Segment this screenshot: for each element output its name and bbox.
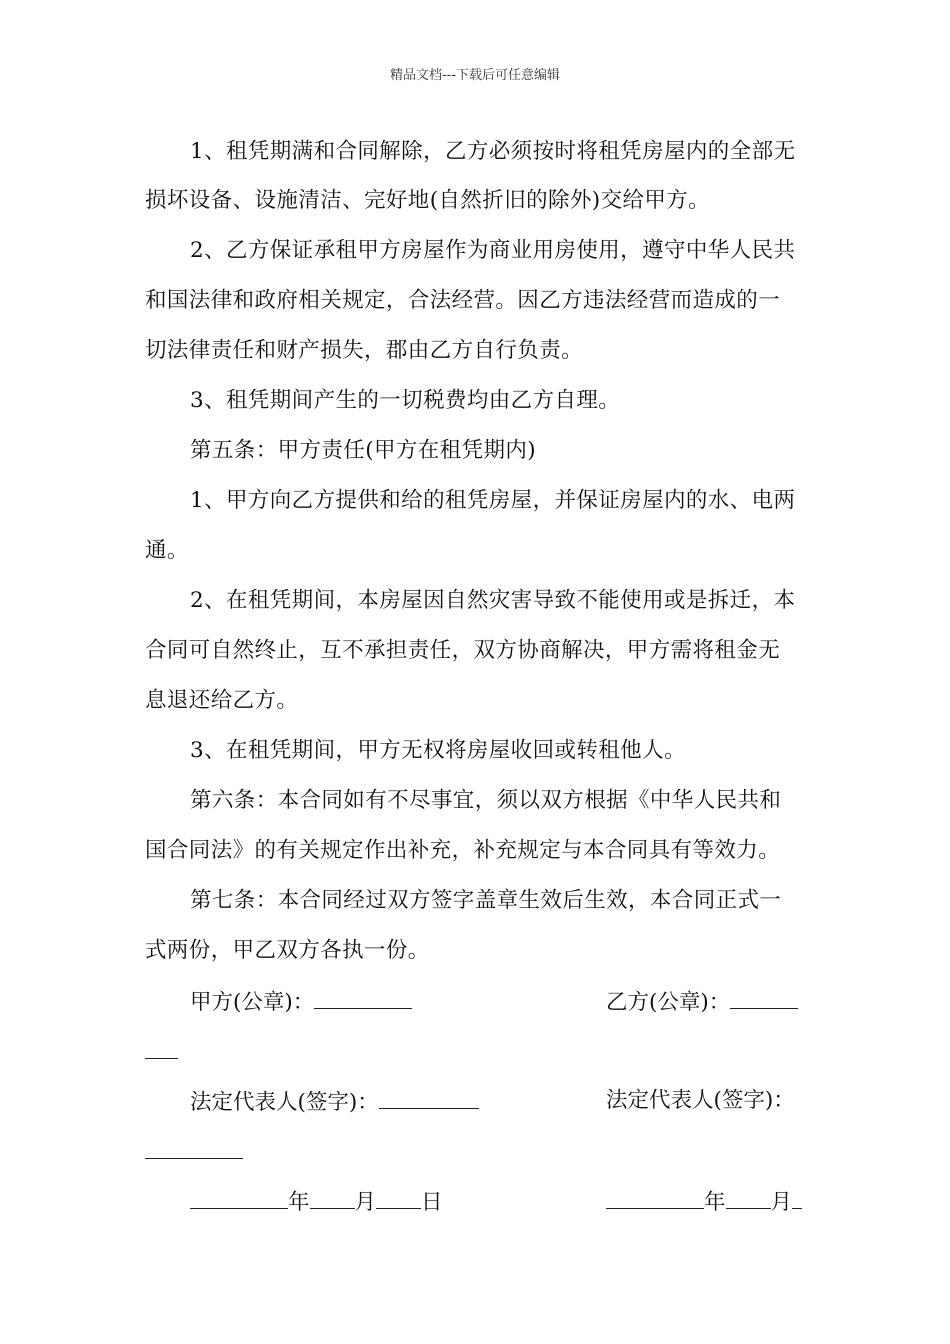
party-b-seal-blank — [730, 986, 798, 1009]
paragraph-line: 合同可自然终止，互不承担责任，双方协商解决，甲方需将租金无 — [145, 638, 781, 663]
year-blank — [606, 1186, 704, 1209]
paragraph-line: 2、在租凭期间，本房屋因自然灾害导致不能使用或是拆迁，本 — [190, 588, 796, 613]
paragraph-line: 通。 — [145, 538, 189, 563]
party-a-seal-label: 甲方(公章)： — [190, 990, 315, 1015]
paragraph-line: 第六条：本合同如有不尽事宜，须以双方根据《中华人民共和 — [190, 788, 782, 813]
day-blank — [792, 1186, 802, 1209]
party-a-seal-blank — [314, 986, 412, 1009]
paragraph-line: 和国法律和政府相关规定，合法经营。因乙方违法经营而造成的一 — [145, 288, 781, 313]
paragraph-line: 第七条：本合同经过双方签字盖章生效后生效，本合同正式一 — [190, 888, 782, 913]
party-b-date-field — [606, 1186, 802, 1218]
paragraph-line: 损坏设备、设施清洁、完好地(自然折旧的除外)交给甲方。 — [145, 188, 711, 213]
year-label: 年 — [288, 1190, 310, 1215]
party-a-date-field — [190, 1186, 443, 1218]
section-heading: 第五条：甲方责任(甲方在租凭期内) — [190, 438, 537, 463]
paragraph-line: 式两份，甲乙双方各执一份。 — [145, 938, 430, 963]
paragraph-line: 3、租凭期间产生的一切税费均由乙方自理。 — [190, 388, 621, 413]
day-label: 日 — [421, 1190, 443, 1215]
paragraph-line: 息退还给乙方。 — [145, 688, 299, 713]
blank-line — [145, 1136, 243, 1159]
blank-line — [145, 1036, 178, 1059]
month-label: 月 — [770, 1190, 793, 1215]
party-a-rep-blank — [379, 1086, 479, 1109]
party-b-rep-field — [606, 1086, 795, 1116]
party-a-rep-field — [190, 1086, 479, 1118]
party-b-rep-label: 法定代表人(签字)： — [606, 1088, 795, 1113]
party-b-rep-blank-continued — [145, 1136, 243, 1168]
paragraph-line: 1、甲方向乙方提供和给的租凭房屋，并保证房屋内的水、电两 — [190, 488, 796, 513]
page-header: 精品文档---下载后可任意编辑 — [389, 68, 561, 83]
party-b-seal-field — [606, 986, 798, 1018]
year-blank — [190, 1186, 288, 1209]
month-blank — [310, 1186, 355, 1209]
month-label: 月 — [354, 1190, 377, 1215]
party-b-seal-label: 乙方(公章)： — [606, 990, 731, 1015]
year-label: 年 — [704, 1190, 726, 1215]
day-blank — [376, 1186, 421, 1209]
month-blank — [726, 1186, 771, 1209]
party-b-seal-blank-continued — [145, 1036, 178, 1068]
party-a-seal-field — [190, 986, 412, 1018]
paragraph-line: 1、租凭期满和合同解除，乙方必须按时将租凭房屋内的全部无 — [190, 139, 796, 164]
paragraph-line: 3、在租凭期间，甲方无权将房屋收回或转租他人。 — [190, 738, 686, 763]
paragraph-line: 2、乙方保证承租甲方房屋作为商业用房使用，遵守中华人民共 — [190, 238, 796, 263]
paragraph-line: 国合同法》的有关规定作出补充，补充规定与本合同具有等效力。 — [145, 838, 781, 863]
party-a-rep-label: 法定代表人(签字)： — [190, 1090, 379, 1115]
paragraph-line: 切法律责任和财产损失，郡由乙方自行负责。 — [145, 338, 584, 363]
